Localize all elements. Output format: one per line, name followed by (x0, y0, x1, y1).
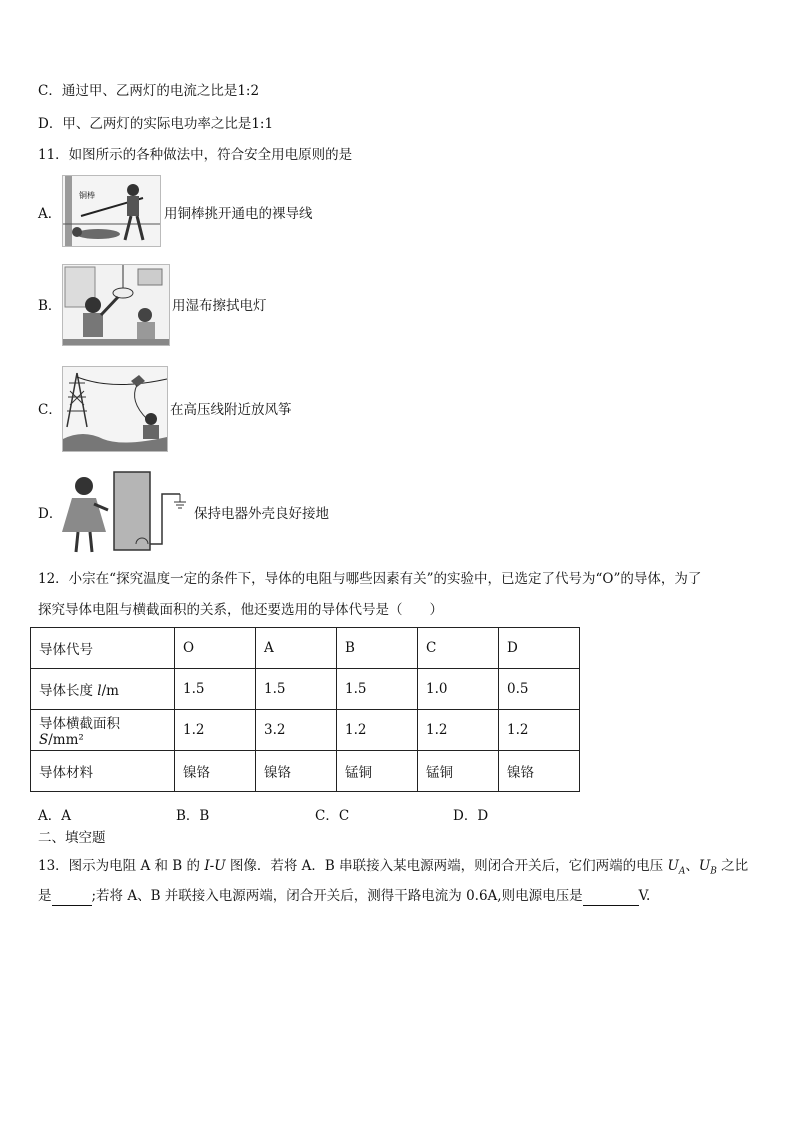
q11-stem: 11．如图所示的各种做法中，符合安全用电原则的是 (38, 147, 353, 163)
option-c-illustration (62, 366, 168, 452)
q10-option-c: C．通过甲、乙两灯的电流之比是1:2 (38, 83, 260, 99)
option-a-text: 用铜棒挑开通电的裸导线 (164, 206, 313, 222)
option-b-text: 用湿布擦拭电灯 (172, 298, 267, 314)
q11-option-a[interactable] (38, 170, 458, 254)
option-a-illustration (62, 175, 161, 247)
table-cell: 锰铜 (418, 751, 499, 792)
section-heading: 二、填空题 (38, 830, 106, 846)
table-cell: 1.2 (418, 710, 499, 751)
copper-rod-label: 铜棒 (79, 191, 95, 200)
table-row (31, 628, 580, 669)
q13-line2: 是 ;若将 A、B 并联接入电源两端，闭合开关后，测得干路电流为 0.6A,则电源电压是 V. (38, 888, 651, 904)
q12-stem-line2: 探究导体电阻与横截面积的关系，他还要选用的导体代号是（ ） (38, 602, 443, 618)
table-cell: 1.2 (175, 710, 256, 751)
option-letter: D． (38, 506, 63, 522)
q13-line1: 13．图示为电阻 A 和 B 的 I-U 图像．若将 A．B 串联接入某电源两端，则闭合开关后，它们两端的电压 $U_A$、$U_B$ 之比 (38, 858, 749, 877)
table-cell: 3.2 (256, 710, 337, 751)
answer-choice-d[interactable]: D．D (453, 808, 489, 824)
table-cell: 镍铬 (175, 751, 256, 792)
table-cell: 0.5 (499, 669, 580, 710)
table-cell: 1.5 (337, 669, 418, 710)
q11-option-b[interactable] (38, 262, 458, 346)
answer-blank-voltage[interactable] (583, 887, 639, 906)
option-c-text: 在高压线附近放风筝 (170, 402, 292, 418)
answer-choice-c[interactable]: C．C (315, 808, 350, 824)
table-cell: C (418, 628, 499, 669)
option-b-illustration (62, 264, 170, 346)
option-letter: B． (38, 298, 62, 314)
table-cell: 1.2 (337, 710, 418, 751)
table-row (31, 710, 580, 751)
table-row (31, 751, 580, 792)
table-cell: 1.5 (256, 669, 337, 710)
table-cell: D (499, 628, 580, 669)
table-cell: 1.0 (418, 669, 499, 710)
row-label: 导体代号 (31, 628, 175, 669)
table-cell: 1.5 (175, 669, 256, 710)
row-label: 导体材料 (31, 751, 175, 792)
table-cell: A (256, 628, 337, 669)
option-letter: A． (38, 206, 62, 222)
table-row (31, 669, 580, 710)
q12-stem-line1: 12．小宗在“探究温度一定的条件下，导体的电阻与哪些因素有关”的实验中，已选定了代号为“O”的导体，为了 (38, 571, 702, 587)
table-cell: 镍铬 (256, 751, 337, 792)
table-cell: 镍铬 (499, 751, 580, 792)
answer-blank-ratio[interactable] (52, 887, 92, 906)
table-cell: B (337, 628, 418, 669)
option-d-text: 保持电器外壳良好接地 (194, 506, 329, 522)
q10-option-d: D．甲、乙两灯的实际电功率之比是1:1 (38, 116, 274, 132)
row-label: 导体长度 l/m (31, 669, 175, 710)
conductor-table (30, 627, 580, 792)
answer-choice-b[interactable]: B．B (176, 808, 210, 824)
option-d-illustration (62, 470, 192, 554)
q11-option-c[interactable] (38, 366, 458, 450)
table-cell: 1.2 (499, 710, 580, 751)
option-letter: C． (38, 402, 62, 418)
q11-option-d[interactable] (38, 470, 458, 554)
table-cell: O (175, 628, 256, 669)
answer-choice-a[interactable]: A．A (38, 808, 71, 824)
row-label: 导体横截面积 S/mm² (31, 710, 175, 751)
table-cell: 锰铜 (337, 751, 418, 792)
